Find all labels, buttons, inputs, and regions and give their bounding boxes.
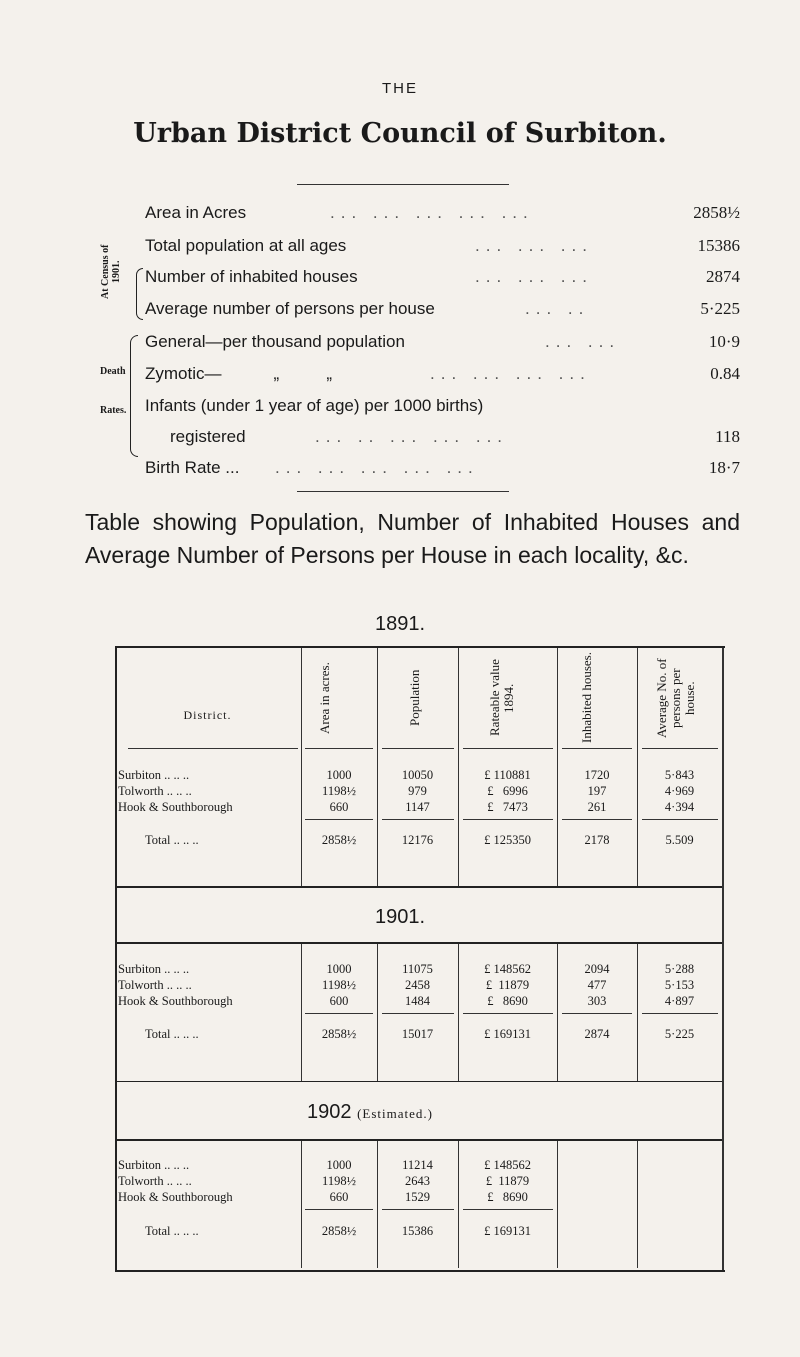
district-cell: Tolworth .. .. ..	[118, 1174, 192, 1188]
column-header-area: Area in acres.	[317, 662, 332, 734]
population-cell: 12176	[401, 833, 434, 847]
area-cell: 660	[329, 1190, 349, 1204]
col-divider	[458, 648, 459, 886]
summary-row-infants	[145, 396, 740, 424]
total-rule	[305, 1209, 373, 1210]
leader-dots: ... ... ...	[475, 267, 593, 286]
summary-value: 15386	[697, 236, 740, 255]
leader-dots: ... ...	[545, 332, 621, 351]
summary-value: 10·9	[708, 332, 740, 351]
summary-label: registered	[170, 427, 246, 446]
average-cell: 5·225	[664, 1027, 695, 1041]
death-rates-brace	[130, 335, 138, 457]
district-cell: Tolworth .. .. ..	[118, 978, 192, 992]
average-cell: 5·153	[664, 978, 695, 992]
leader-dots: ... .. ... ... ...	[315, 427, 509, 446]
total-rule	[382, 1013, 454, 1014]
col-divider	[557, 648, 558, 886]
header-underline	[382, 748, 454, 749]
population-cell: 15386	[401, 1224, 434, 1238]
column-header-rateable: Rateable value 1894.	[487, 659, 516, 737]
total-label: Total .. .. ..	[145, 1027, 199, 1041]
summary-value: 0.84	[710, 364, 740, 383]
average-cell: 5·288	[664, 962, 695, 976]
total-label: Total .. .. ..	[145, 1224, 199, 1238]
summary-label: Number of inhabited houses	[145, 267, 358, 286]
column-header-houses: Inhabited houses.	[579, 652, 594, 744]
summary-row-registered	[145, 427, 740, 455]
houses-cell: 303	[587, 994, 607, 1008]
summary-value: 5·225	[700, 299, 740, 318]
area-cell: 1198½	[322, 978, 356, 992]
column-header-district: District.	[183, 708, 232, 722]
population-cell: 15017	[401, 1027, 434, 1041]
section-divider	[117, 1081, 722, 1082]
population-cell: 979	[408, 784, 427, 798]
summary-label: Area in Acres	[145, 203, 247, 222]
population-cell: 1529	[405, 1190, 430, 1204]
houses-cell: 2178	[584, 833, 610, 847]
total-rule	[463, 819, 553, 820]
summary-row-general	[145, 332, 740, 360]
rateable-cell: £ 11879	[485, 1174, 530, 1188]
year-heading-1902	[0, 1101, 770, 1124]
total-rule	[642, 1013, 718, 1014]
summary-divider	[297, 491, 509, 492]
average-cell: 5.509	[665, 833, 694, 847]
year-note: (Estimated.)	[357, 1106, 433, 1121]
area-cell: 2858½	[321, 1224, 357, 1238]
year-label: 1891.	[374, 613, 426, 635]
rateable-cell: £ 8690	[487, 1190, 528, 1204]
summary-label: Infants (under 1 year of age) per 1000 births)	[145, 396, 484, 415]
year-label: 1901.	[374, 906, 426, 928]
column-header-population: Population	[407, 669, 422, 727]
area-cell: 1000	[326, 768, 352, 782]
title-divider	[297, 184, 509, 185]
houses-cell: 2094	[584, 962, 610, 976]
col-divider	[301, 648, 302, 886]
header-underline	[562, 748, 632, 749]
area-cell: 1198½	[322, 784, 356, 798]
average-cell: 4·969	[664, 784, 695, 798]
total-rule	[463, 1209, 553, 1210]
population-cell: 2643	[405, 1174, 430, 1188]
section-divider	[117, 942, 722, 944]
rateable-cell: £ 110881	[484, 768, 531, 782]
summary-label: Zymotic— „ „	[145, 364, 333, 383]
section-divider	[117, 886, 722, 888]
summary-row-birth-rate	[145, 458, 740, 486]
leader-dots: ... ... ...	[475, 236, 593, 255]
houses-cell: 2874	[584, 1027, 610, 1041]
summary-label: General—per thousand population	[145, 332, 405, 351]
summary-value: 2874	[706, 267, 740, 286]
section-divider	[117, 1139, 722, 1141]
rateable-cell: £ 148562	[484, 1158, 531, 1172]
area-cell: 1000	[326, 1158, 352, 1172]
year-label: 1902	[307, 1101, 352, 1123]
area-cell: 2858½	[321, 833, 357, 847]
col-divider	[637, 1140, 638, 1268]
rateable-cell: £ 148562	[484, 962, 531, 976]
population-cell: 1147	[405, 800, 430, 814]
district-cell: Hook & Southborough	[118, 1190, 233, 1204]
total-label: Total .. .. ..	[145, 833, 199, 847]
rateable-cell: £ 169131	[484, 1224, 531, 1238]
leader-dots: ... ... ... ... ...	[330, 203, 534, 222]
area-cell: 600	[329, 994, 349, 1008]
district-cell: Surbiton .. .. ..	[118, 768, 190, 782]
total-rule	[305, 1013, 373, 1014]
leader-dots: ... ... ... ... ...	[275, 458, 479, 477]
average-cell: 4·394	[664, 800, 695, 814]
year-heading-1891	[0, 613, 800, 636]
document-kicker: THE	[382, 80, 418, 97]
population-cell: 10050	[401, 768, 434, 782]
population-cell: 2458	[405, 978, 430, 992]
rateable-cell: £ 169131	[484, 1027, 531, 1041]
total-rule	[642, 819, 718, 820]
average-cell: 4·897	[664, 994, 695, 1008]
summary-row-houses	[145, 267, 740, 295]
area-cell: 660	[329, 800, 349, 814]
total-rule	[382, 819, 454, 820]
rateable-cell: £ 6996	[487, 784, 528, 798]
area-cell: 1198½	[322, 1174, 356, 1188]
leader-dots: ... ..	[525, 299, 590, 318]
summary-label: Birth Rate ...	[145, 458, 240, 477]
area-cell: 1000	[326, 962, 352, 976]
summary-value: 118	[715, 427, 740, 446]
col-divider	[557, 1140, 558, 1268]
average-cell: 5·843	[664, 768, 695, 782]
summary-value: 2858½	[693, 203, 740, 222]
summary-value: 18·7	[708, 458, 740, 477]
summary-label: Average number of persons per house	[145, 299, 435, 318]
rates-side-label: Rates.	[100, 405, 127, 416]
document-title: Urban District Council of Surbiton.	[133, 118, 667, 149]
rateable-cell: £ 8690	[487, 994, 528, 1008]
district-cell: Hook & Southborough	[118, 994, 233, 1008]
district-cell: Surbiton .. .. ..	[118, 962, 190, 976]
header-underline	[463, 748, 553, 749]
table-right-border	[722, 648, 724, 1270]
district-cell: Tolworth .. .. ..	[118, 784, 192, 798]
leader-dots: ... ... ... ...	[430, 364, 591, 383]
col-divider	[377, 648, 378, 886]
summary-row-zymotic	[145, 364, 740, 392]
population-cell: 11075	[402, 962, 433, 976]
total-rule	[562, 819, 632, 820]
summary-row-persons	[145, 299, 740, 327]
col-divider	[637, 648, 638, 886]
census-brace	[136, 268, 143, 320]
header-underline	[305, 748, 373, 749]
column-header-average: Average No. of persons per house.	[654, 658, 697, 738]
total-rule	[562, 1013, 632, 1014]
district-cell: Hook & Southborough	[118, 800, 233, 814]
summary-row-area	[145, 203, 740, 231]
total-rule	[463, 1013, 553, 1014]
table-intro: Table showing Population, Number of Inhabited Houses and Average Number of Persons per House in each locality, &c.	[85, 509, 740, 568]
population-cell: 1484	[405, 994, 430, 1008]
year-heading-1901	[0, 906, 800, 929]
total-rule	[305, 819, 373, 820]
houses-cell: 197	[587, 784, 607, 798]
houses-cell: 477	[587, 978, 607, 992]
death-side-label: Death	[100, 366, 126, 377]
district-cell: Surbiton .. .. ..	[118, 1158, 190, 1172]
rateable-cell: £ 125350	[484, 833, 531, 847]
rateable-cell: £ 11879	[485, 978, 530, 992]
total-rule	[382, 1209, 454, 1210]
header-underline	[642, 748, 718, 749]
census-side-label: At Census of 1901.	[100, 244, 122, 300]
rateable-cell: £ 7473	[487, 800, 528, 814]
header-underline	[128, 748, 298, 749]
area-cell: 2858½	[321, 1027, 357, 1041]
houses-cell: 261	[587, 800, 607, 814]
summary-row-population	[145, 236, 740, 264]
population-cell: 11214	[402, 1158, 433, 1172]
houses-cell: 1720	[584, 768, 610, 782]
summary-label: Total population at all ages	[145, 236, 347, 255]
